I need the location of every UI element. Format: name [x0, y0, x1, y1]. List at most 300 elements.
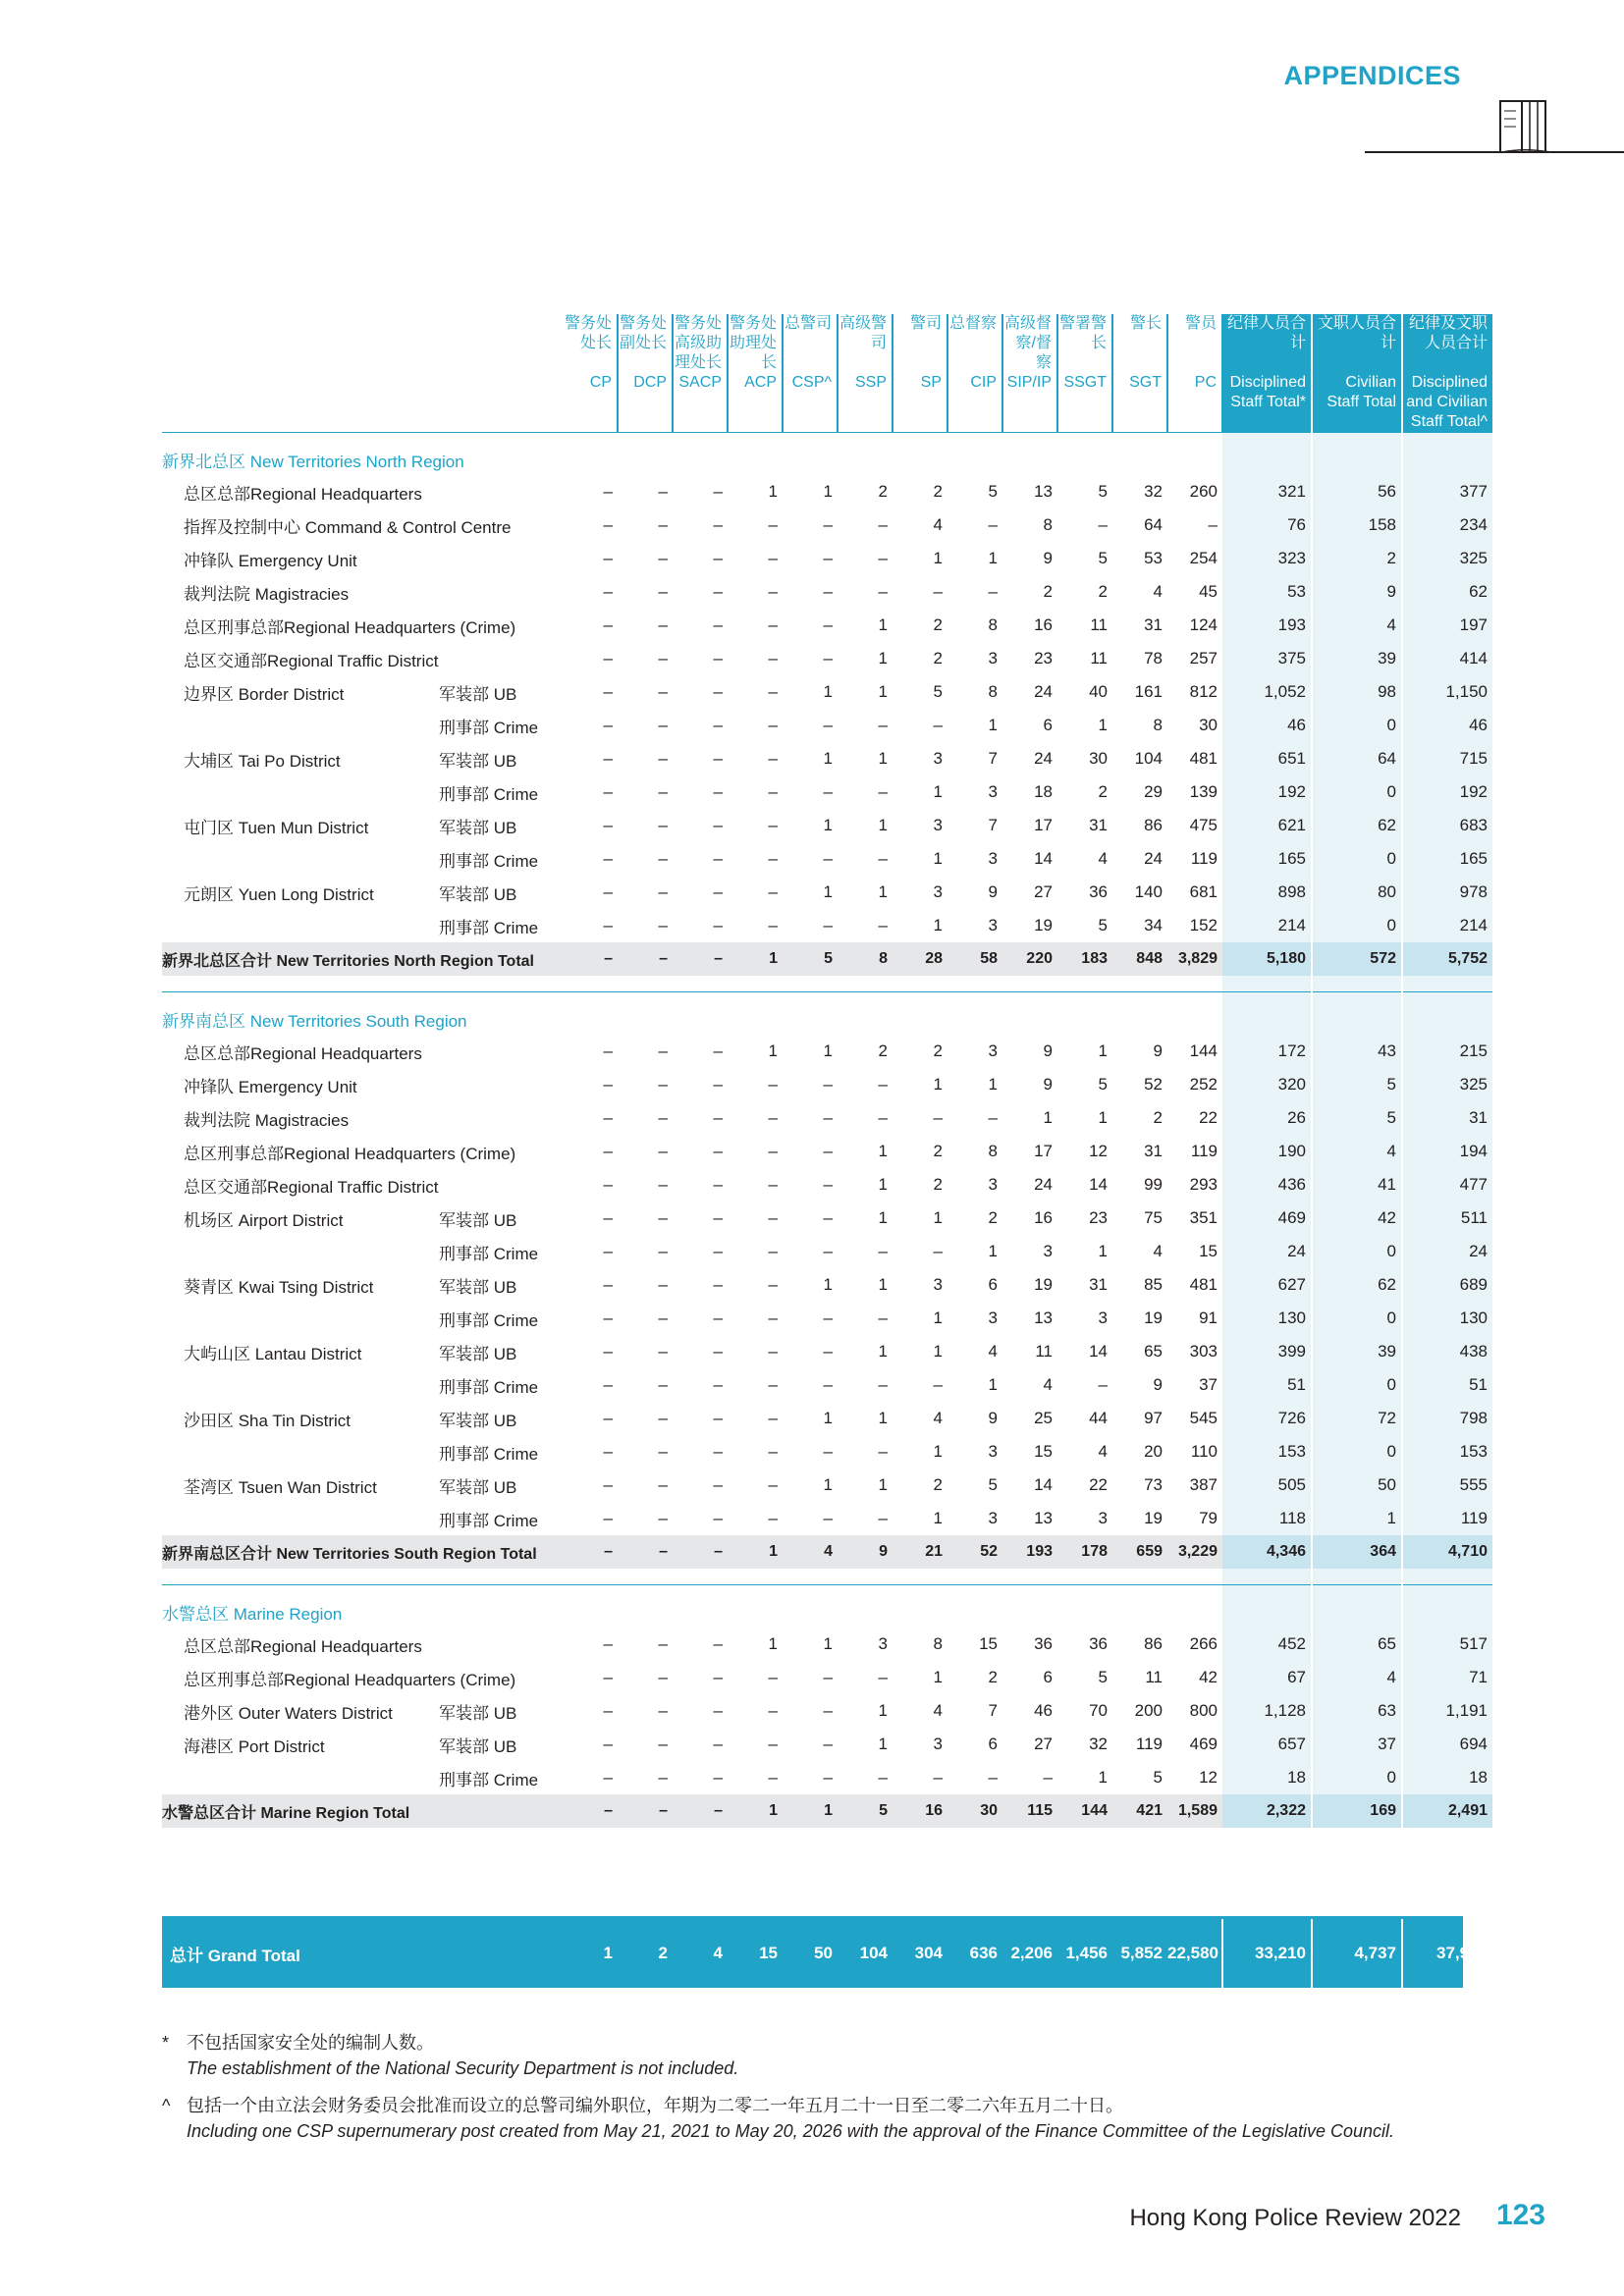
value-cell: 1: [933, 1668, 943, 1686]
value-cell: 19: [1034, 1275, 1053, 1294]
unit-sub-label: [439, 1101, 563, 1135]
table-row: [162, 1368, 1492, 1402]
value-cell: –: [768, 1175, 778, 1194]
value-cell: 1: [933, 916, 943, 934]
value-cell: 190: [1222, 1135, 1312, 1168]
value-cell: –: [823, 1108, 833, 1127]
value-cell: –: [658, 1409, 668, 1427]
value-cell: 15: [979, 1634, 998, 1653]
value-cell: 5: [783, 942, 838, 976]
value-cell: –: [658, 1142, 668, 1160]
value-cell: –: [713, 849, 723, 868]
column-header-abbr-row: [162, 373, 1492, 433]
value-cell: 1: [933, 549, 943, 567]
value-cell: 477: [1402, 1168, 1492, 1201]
value-cell: 5: [988, 1475, 998, 1494]
value-cell: –: [933, 1375, 943, 1394]
column-header-abbr: SSP: [838, 373, 893, 433]
value-cell: –: [658, 582, 668, 601]
value-cell: 20: [1144, 1442, 1163, 1461]
table-row: [162, 1201, 1492, 1235]
value-cell: 1: [823, 1475, 833, 1494]
value-cell: 4: [933, 1409, 943, 1427]
table-row: [162, 1101, 1492, 1135]
value-cell: 50: [1312, 1468, 1402, 1502]
unit-sub-label: 刑事部 Crime: [439, 718, 539, 737]
unit-label: 总区刑事总部Regional Headquarters (Crime): [184, 1670, 516, 1689]
unit-sub-label: 刑事部 Crime: [439, 1770, 539, 1789]
value-cell: –: [823, 782, 833, 801]
value-cell: 43: [1312, 1035, 1402, 1068]
value-cell: 119: [1190, 849, 1218, 868]
value-cell: –: [713, 1075, 723, 1094]
value-cell: 0: [1312, 1761, 1402, 1794]
unit-label: 海港区 Port District: [184, 1736, 325, 1756]
value-cell: 3: [988, 849, 998, 868]
table-row: [162, 1435, 1492, 1468]
value-cell: 36: [1089, 882, 1108, 901]
value-cell: –: [823, 549, 833, 567]
value-cell: –: [988, 515, 998, 534]
value-cell: 1,052: [1222, 675, 1312, 709]
grand-total-value: 37,947: [1436, 1944, 1488, 1962]
value-cell: 1: [878, 1735, 888, 1753]
value-cell: –: [823, 1509, 833, 1527]
value-cell: 481: [1189, 1275, 1218, 1294]
value-cell: 9: [1312, 575, 1402, 609]
column-header-abbr: SP: [893, 373, 947, 433]
unit-sub-label: 军装部 UB: [439, 1210, 517, 1230]
value-cell: 14: [1089, 1342, 1108, 1361]
value-cell: 153: [1222, 1435, 1312, 1468]
value-cell: –: [603, 1175, 613, 1194]
value-cell: 197: [1402, 609, 1492, 642]
unit-label: [162, 909, 439, 942]
value-cell: 3: [988, 1175, 998, 1194]
unit-label: 屯门区 Tuen Mun District: [184, 818, 369, 837]
value-cell: –: [713, 882, 723, 901]
value-cell: 4: [988, 1342, 998, 1361]
value-cell: 7: [988, 816, 998, 834]
value-cell: –: [658, 1668, 668, 1686]
unit-sub-label: 军装部 UB: [439, 684, 517, 704]
value-cell: –: [603, 1308, 613, 1327]
value-cell: 130: [1402, 1302, 1492, 1335]
table-row: [162, 775, 1492, 809]
unit-sub-label: 刑事部 Crime: [439, 784, 539, 804]
grand-total-value: 1,456: [1065, 1944, 1108, 1962]
value-cell: –: [768, 1442, 778, 1461]
value-cell: 689: [1402, 1268, 1492, 1302]
value-cell: 351: [1189, 1208, 1218, 1227]
value-cell: –: [878, 1768, 888, 1787]
value-cell: 17: [1034, 1142, 1053, 1160]
value-cell: 545: [1189, 1409, 1218, 1427]
value-cell: 3: [933, 882, 943, 901]
value-cell: 1: [878, 749, 888, 768]
value-cell: –: [713, 916, 723, 934]
value-cell: 1: [988, 1075, 998, 1094]
value-cell: 252: [1189, 1075, 1218, 1094]
value-cell: –: [768, 1142, 778, 1160]
value-cell: 3: [1043, 1242, 1053, 1260]
value-cell: –: [823, 716, 833, 734]
publication-title: Hong Kong Police Review 2022: [1129, 2205, 1461, 2231]
column-header-abbr: Civilian Staff Total: [1312, 373, 1402, 433]
unit-label: 总区交通部Regional Traffic District: [184, 1177, 439, 1197]
value-cell: 3: [988, 1509, 998, 1527]
value-cell: –: [713, 1409, 723, 1427]
value-cell: 165: [1222, 842, 1312, 876]
value-cell: –: [988, 1768, 998, 1787]
grand-total-value: 2: [658, 1944, 668, 1962]
value-cell: –: [823, 1668, 833, 1686]
grand-total-value: 2,206: [1010, 1944, 1053, 1962]
value-cell: –: [933, 1108, 943, 1127]
value-cell: 71: [1402, 1661, 1492, 1694]
value-cell: 19: [1144, 1308, 1163, 1327]
column-header-abbr: CSP^: [783, 373, 838, 433]
value-cell: 119: [1135, 1735, 1163, 1753]
value-cell: 9: [1043, 549, 1053, 567]
value-cell: 80: [1312, 876, 1402, 909]
unit-label: 总区刑事总部Regional Headquarters (Crime): [184, 617, 516, 637]
value-cell: 36: [1089, 1634, 1108, 1653]
value-cell: –: [713, 1175, 723, 1194]
unit-sub-label: 军装部 UB: [439, 1344, 517, 1363]
value-cell: 13: [1034, 482, 1053, 501]
value-cell: –: [933, 716, 943, 734]
region-total-label: 新界南总区合计 New Territories South Region Total: [162, 1535, 563, 1569]
value-cell: –: [603, 1735, 613, 1753]
value-cell: 62: [1312, 809, 1402, 842]
value-cell: –: [768, 682, 778, 701]
value-cell: –: [603, 916, 613, 934]
value-cell: –: [823, 916, 833, 934]
value-cell: –: [713, 1509, 723, 1527]
value-cell: 1: [933, 1075, 943, 1094]
column-header-zh: 高级警司: [838, 314, 893, 373]
value-cell: –: [713, 1242, 723, 1260]
value-cell: 9: [988, 882, 998, 901]
value-cell: 40: [1089, 682, 1108, 701]
value-cell: –: [713, 1668, 723, 1686]
region-header-row: [162, 433, 1492, 476]
value-cell: 16: [1034, 1208, 1053, 1227]
value-cell: –: [673, 1794, 728, 1828]
table-row: [162, 1302, 1492, 1335]
value-cell: 130: [1222, 1302, 1312, 1335]
value-cell: –: [603, 1242, 613, 1260]
value-cell: 1: [823, 1275, 833, 1294]
value-cell: –: [603, 1475, 613, 1494]
value-cell: 812: [1189, 682, 1218, 701]
value-cell: 8: [838, 942, 893, 976]
value-cell: 27: [1034, 1735, 1053, 1753]
value-cell: 399: [1222, 1335, 1312, 1368]
value-cell: –: [768, 1409, 778, 1427]
value-cell: 4: [1312, 1135, 1402, 1168]
table-row: [162, 742, 1492, 775]
value-cell: 8: [988, 615, 998, 634]
value-cell: 8: [988, 682, 998, 701]
value-cell: 58: [947, 942, 1002, 976]
table-row: [162, 1761, 1492, 1794]
value-cell: –: [768, 816, 778, 834]
section-title: APPENDICES: [1283, 61, 1461, 90]
value-cell: 26: [1222, 1101, 1312, 1135]
value-cell: 178: [1057, 1535, 1112, 1569]
value-cell: 2: [988, 1208, 998, 1227]
value-cell: 165: [1402, 842, 1492, 876]
unit-sub-label: 刑事部 Crime: [439, 918, 539, 937]
value-cell: 2: [1098, 782, 1108, 801]
value-cell: 3: [1098, 1509, 1108, 1527]
value-cell: 1: [988, 1375, 998, 1394]
value-cell: 24: [1034, 682, 1053, 701]
value-cell: 14: [1034, 1475, 1053, 1494]
value-cell: –: [768, 515, 778, 534]
value-cell: –: [878, 782, 888, 801]
value-cell: –: [618, 1535, 673, 1569]
grand-total-value: 4: [713, 1944, 723, 1962]
value-cell: 4: [933, 515, 943, 534]
unit-sub-label: [439, 1628, 563, 1661]
grand-total-value: 22,580: [1167, 1919, 1222, 1988]
value-cell: 1: [823, 1634, 833, 1653]
value-cell: 9: [1043, 1075, 1053, 1094]
value-cell: –: [768, 1701, 778, 1720]
value-cell: –: [713, 549, 723, 567]
value-cell: 2: [933, 649, 943, 667]
value-cell: –: [658, 1768, 668, 1787]
unit-sub-label: 刑事部 Crime: [439, 1511, 539, 1530]
value-cell: 555: [1402, 1468, 1492, 1502]
value-cell: 1: [823, 882, 833, 901]
value-cell: –: [658, 482, 668, 501]
value-cell: –: [603, 1409, 613, 1427]
value-cell: –: [603, 716, 613, 734]
value-cell: 4,346: [1222, 1535, 1312, 1569]
value-cell: –: [658, 1075, 668, 1094]
value-cell: –: [768, 1308, 778, 1327]
value-cell: 1: [933, 1208, 943, 1227]
unit-label: 总区总部Regional Headquarters: [184, 1043, 422, 1063]
unit-sub-label: 军装部 UB: [439, 1277, 517, 1297]
value-cell: 726: [1222, 1402, 1312, 1435]
value-cell: 1: [988, 716, 998, 734]
value-cell: –: [603, 1375, 613, 1394]
value-cell: 325: [1402, 1068, 1492, 1101]
value-cell: –: [768, 1342, 778, 1361]
column-header-abbr: SSGT: [1057, 373, 1112, 433]
value-cell: –: [603, 1768, 613, 1787]
value-cell: 1: [933, 1509, 943, 1527]
value-cell: 9: [1043, 1041, 1053, 1060]
unit-label: 总区总部Regional Headquarters: [184, 484, 422, 504]
value-cell: 17: [1034, 816, 1053, 834]
value-cell: –: [658, 716, 668, 734]
value-cell: 1: [1098, 1242, 1108, 1260]
establishment-table: [162, 314, 1492, 1828]
value-cell: 1,191: [1402, 1694, 1492, 1728]
value-cell: 293: [1189, 1175, 1218, 1194]
value-cell: 119: [1190, 1142, 1218, 1160]
value-cell: 320: [1222, 1068, 1312, 1101]
value-cell: 118: [1222, 1502, 1312, 1535]
value-cell: 31: [1144, 615, 1163, 634]
value-cell: 6: [988, 1735, 998, 1753]
value-cell: –: [603, 1142, 613, 1160]
value-cell: –: [603, 515, 613, 534]
column-header-zh: 警务处副处长: [618, 314, 673, 373]
column-header-zh: 总警司: [783, 314, 838, 373]
value-cell: –: [768, 1208, 778, 1227]
value-cell: 153: [1402, 1435, 1492, 1468]
value-cell: 1: [878, 1475, 888, 1494]
value-cell: –: [658, 849, 668, 868]
value-cell: 30: [1199, 716, 1218, 734]
value-cell: 4: [933, 1701, 943, 1720]
value-cell: –: [713, 615, 723, 634]
value-cell: 1: [933, 1342, 943, 1361]
value-cell: –: [673, 942, 728, 976]
value-cell: 8: [1043, 515, 1053, 534]
value-cell: 1: [728, 1535, 783, 1569]
value-cell: 1: [878, 1701, 888, 1720]
value-cell: 16: [893, 1794, 947, 1828]
value-cell: 158: [1312, 508, 1402, 542]
value-cell: 193: [1002, 1535, 1057, 1569]
value-cell: 4,710: [1402, 1535, 1492, 1569]
value-cell: –: [713, 1375, 723, 1394]
value-cell: 144: [1189, 1041, 1218, 1060]
value-cell: 53: [1222, 575, 1312, 609]
value-cell: –: [823, 1208, 833, 1227]
value-cell: 76: [1222, 508, 1312, 542]
region-spacer: [162, 1569, 1492, 1585]
unit-sub-label: [439, 1068, 563, 1101]
value-cell: 1: [728, 1794, 783, 1828]
table-row: [162, 642, 1492, 675]
value-cell: 2: [933, 1175, 943, 1194]
value-cell: –: [603, 1701, 613, 1720]
value-cell: –: [658, 749, 668, 768]
value-cell: –: [603, 1342, 613, 1361]
value-cell: –: [768, 1668, 778, 1686]
value-cell: 1: [783, 1794, 838, 1828]
column-header-zh: 警务处助理处长: [728, 314, 783, 373]
value-cell: –: [658, 515, 668, 534]
table-row: [162, 1402, 1492, 1435]
value-cell: 3: [933, 1275, 943, 1294]
value-cell: –: [603, 1634, 613, 1653]
value-cell: 6: [1043, 716, 1053, 734]
region-title: 新界北总区 New Territories North Region: [162, 433, 563, 476]
value-cell: 1: [728, 942, 783, 976]
table-row: [162, 1068, 1492, 1101]
value-cell: –: [988, 1108, 998, 1127]
value-cell: 56: [1312, 475, 1402, 508]
value-cell: 25: [1034, 1409, 1053, 1427]
value-cell: –: [603, 849, 613, 868]
value-cell: –: [658, 1701, 668, 1720]
region-header-row: [162, 992, 1492, 1036]
value-cell: 22: [1089, 1475, 1108, 1494]
value-cell: –: [658, 615, 668, 634]
footnote-mark: ^: [162, 2096, 171, 2115]
column-header-zh: 警务处处长: [563, 314, 618, 373]
value-cell: 4: [1312, 609, 1402, 642]
value-cell: –: [768, 615, 778, 634]
value-cell: 683: [1402, 809, 1492, 842]
unit-sub-label: 刑事部 Crime: [439, 1444, 539, 1464]
value-cell: –: [878, 849, 888, 868]
value-cell: 86: [1144, 1634, 1163, 1653]
value-cell: –: [713, 1701, 723, 1720]
value-cell: –: [823, 849, 833, 868]
value-cell: 898: [1222, 876, 1312, 909]
value-cell: 6: [988, 1275, 998, 1294]
value-cell: –: [713, 1768, 723, 1787]
value-cell: –: [658, 1375, 668, 1394]
value-cell: 452: [1222, 1628, 1312, 1661]
value-cell: 0: [1312, 709, 1402, 742]
value-cell: 194: [1402, 1135, 1492, 1168]
value-cell: –: [878, 1442, 888, 1461]
grand-total-value: 1: [603, 1944, 613, 1962]
value-cell: 119: [1402, 1502, 1492, 1535]
grand-total-value: 304: [914, 1944, 943, 1962]
value-cell: –: [713, 1108, 723, 1127]
value-cell: 375: [1222, 642, 1312, 675]
value-cell: –: [823, 1242, 833, 1260]
unit-label: [162, 775, 439, 809]
value-cell: –: [563, 1794, 618, 1828]
value-cell: 3: [933, 816, 943, 834]
unit-sub-label: 军装部 UB: [439, 1703, 517, 1723]
value-cell: 65: [1312, 1628, 1402, 1661]
value-cell: 436: [1222, 1168, 1312, 1201]
value-cell: –: [823, 1175, 833, 1194]
value-cell: –: [658, 1108, 668, 1127]
value-cell: 1: [768, 482, 778, 501]
value-cell: 5: [1312, 1101, 1402, 1135]
value-cell: 5: [933, 682, 943, 701]
value-cell: –: [713, 1041, 723, 1060]
value-cell: –: [603, 1668, 613, 1686]
value-cell: –: [673, 1535, 728, 1569]
value-cell: 978: [1402, 876, 1492, 909]
value-cell: 2: [988, 1668, 998, 1686]
table-row: [162, 609, 1492, 642]
unit-label: [162, 1368, 439, 1402]
value-cell: –: [768, 1075, 778, 1094]
value-cell: 1: [823, 682, 833, 701]
value-cell: –: [933, 582, 943, 601]
value-cell: –: [658, 649, 668, 667]
value-cell: 377: [1402, 475, 1492, 508]
unit-sub-label: 刑事部 Crime: [439, 851, 539, 871]
value-cell: 99: [1144, 1175, 1163, 1194]
value-cell: 7: [988, 1701, 998, 1720]
value-cell: 9: [838, 1535, 893, 1569]
value-cell: 3: [988, 782, 998, 801]
table-row: [162, 575, 1492, 609]
grand-total-value: 5,852: [1120, 1944, 1163, 1962]
value-cell: 659: [1112, 1535, 1167, 1569]
value-cell: 505: [1222, 1468, 1312, 1502]
